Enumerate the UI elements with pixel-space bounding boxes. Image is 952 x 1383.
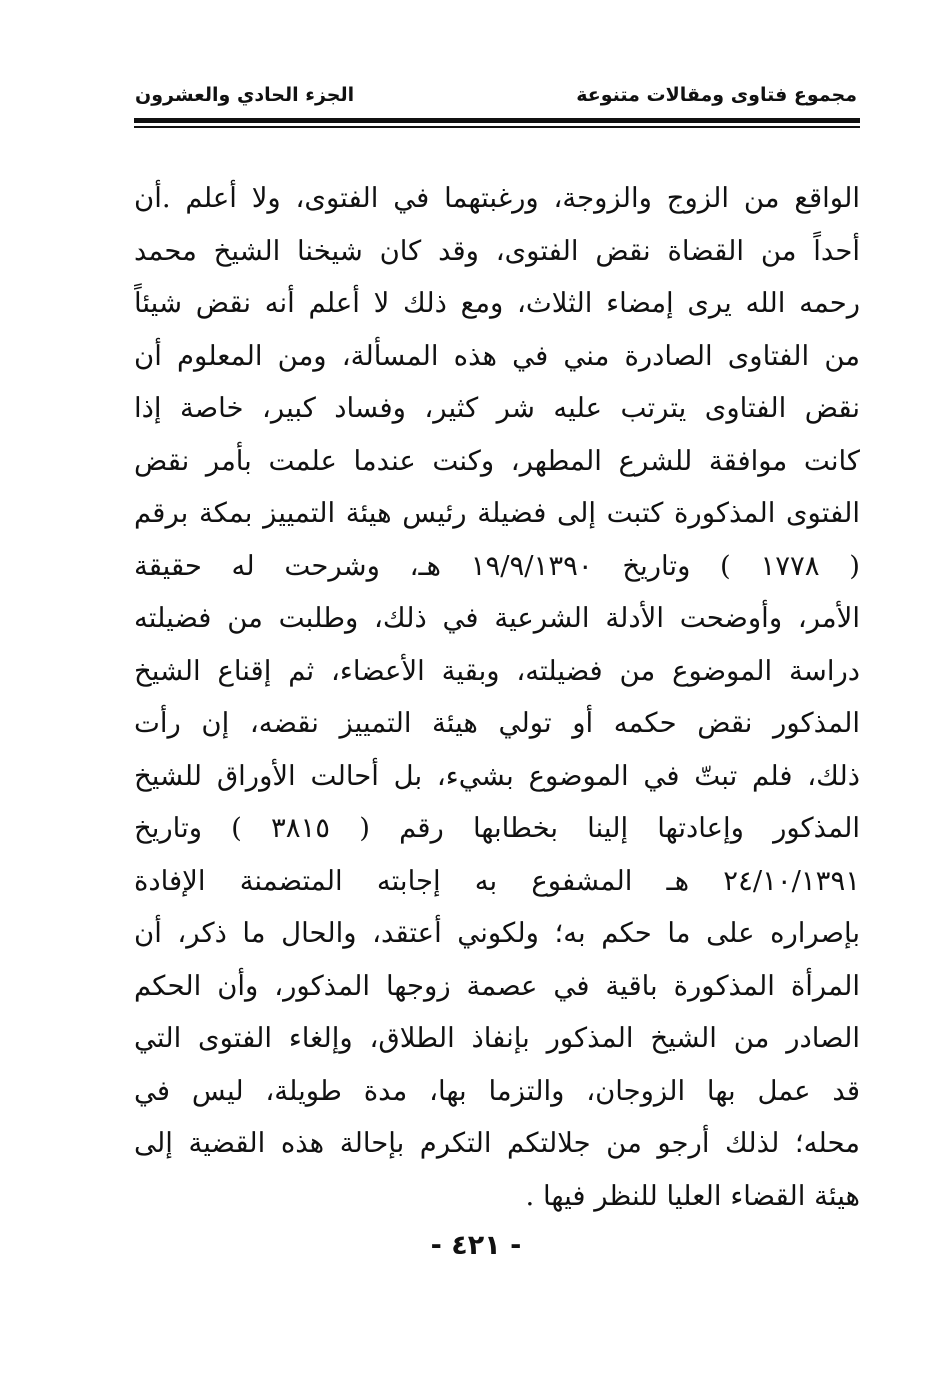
text-line: المرأة المذكورة باقية في عصمة زوجها المذكور، وأن الحكم: [134, 969, 860, 1002]
text-line: ( ١٧٧٨ ) وتاريخ ١٩/٩/١٣٩٠ هـ، وشرحت له حقيقة: [134, 549, 860, 582]
header-rule-thin: [134, 126, 860, 128]
text-line: قد عمل بها الزوجان، والتزما بها، مدة طويلة، ليس في: [134, 1074, 860, 1107]
text-line: ذلك، فلم تبتّ في الموضوع بشيء، بل أحالت الأوراق للشيخ: [134, 759, 860, 792]
running-header: [135, 84, 857, 116]
text-line: نقض الفتاوى يترتب عليه شر كثير، وفساد كبير، خاصة إذا: [134, 392, 860, 424]
volume-label: الجزء الحادي والعشرون: [135, 84, 355, 106]
text-line: الفتوى المذكورة كتبت إلى فضيلة رئيس هيئة التمييز بمكة برقم: [134, 497, 860, 529]
text-line: المذكور نقض حكمه أو تولي هيئة التمييز نقضه، إن رأت: [134, 707, 860, 739]
text-line: الصادر من الشيخ المذكور بإنفاذ الطلاق، وإلغاء الفتوى التي: [134, 1022, 860, 1054]
text-line: الأمر، وأوضحت الأدلة الشرعية في ذلك، وطلبت من فضيلته: [134, 602, 860, 634]
text-line: كانت موافقة للشرع المطهر، وكنت عندما علمت بأمر نقض: [134, 444, 860, 477]
text-line: دراسة الموضوع من فضيلته، وبقية الأعضاء، ثم إقناع الشيخ: [134, 654, 860, 687]
text-line: بإصراره على ما حكم به؛ ولكوني أعتقد، والحال ما ذكر، أن: [134, 917, 860, 949]
header-rule-thick: [134, 118, 860, 123]
book-title: مجموع فتاوى ومقالات متنوعة: [576, 84, 857, 106]
text-line: رحمه الله يرى إمضاء الثلاث، ومع ذلك لا أعلم أنه نقض شيئاً: [134, 287, 860, 319]
text-line: من الفتاوى الصادرة مني في هذه المسألة، ومن المعلوم أن: [134, 339, 860, 372]
text-line: المذكور وإعادتها إلينا بخطابها رقم ( ٣٨١٥ ) وتاريخ: [134, 812, 860, 844]
text-line-last: هيئة القضاء العليا للنظر فيها .: [525, 1179, 860, 1212]
page-number: - ٤٢١ -: [430, 1230, 522, 1261]
text-line: ٢٤/١٠/١٣٩١ هـ المشفوع به إجابته المتضمنة الإفادة: [134, 864, 860, 897]
text-line: محله؛ لذلك أرجو من جلالتكم التكرم بإحالة هذه القضية إلى: [134, 1127, 860, 1159]
text-line: الواقع من الزوج والزوجة، ورغبتهما في الفتوى، ولا أعلم .أن: [134, 182, 860, 214]
body-text: [134, 172, 860, 1222]
text-line: أحداً من القضاة نقض الفتوى، وقد كان شيخنا الشيخ محمد: [134, 234, 860, 267]
